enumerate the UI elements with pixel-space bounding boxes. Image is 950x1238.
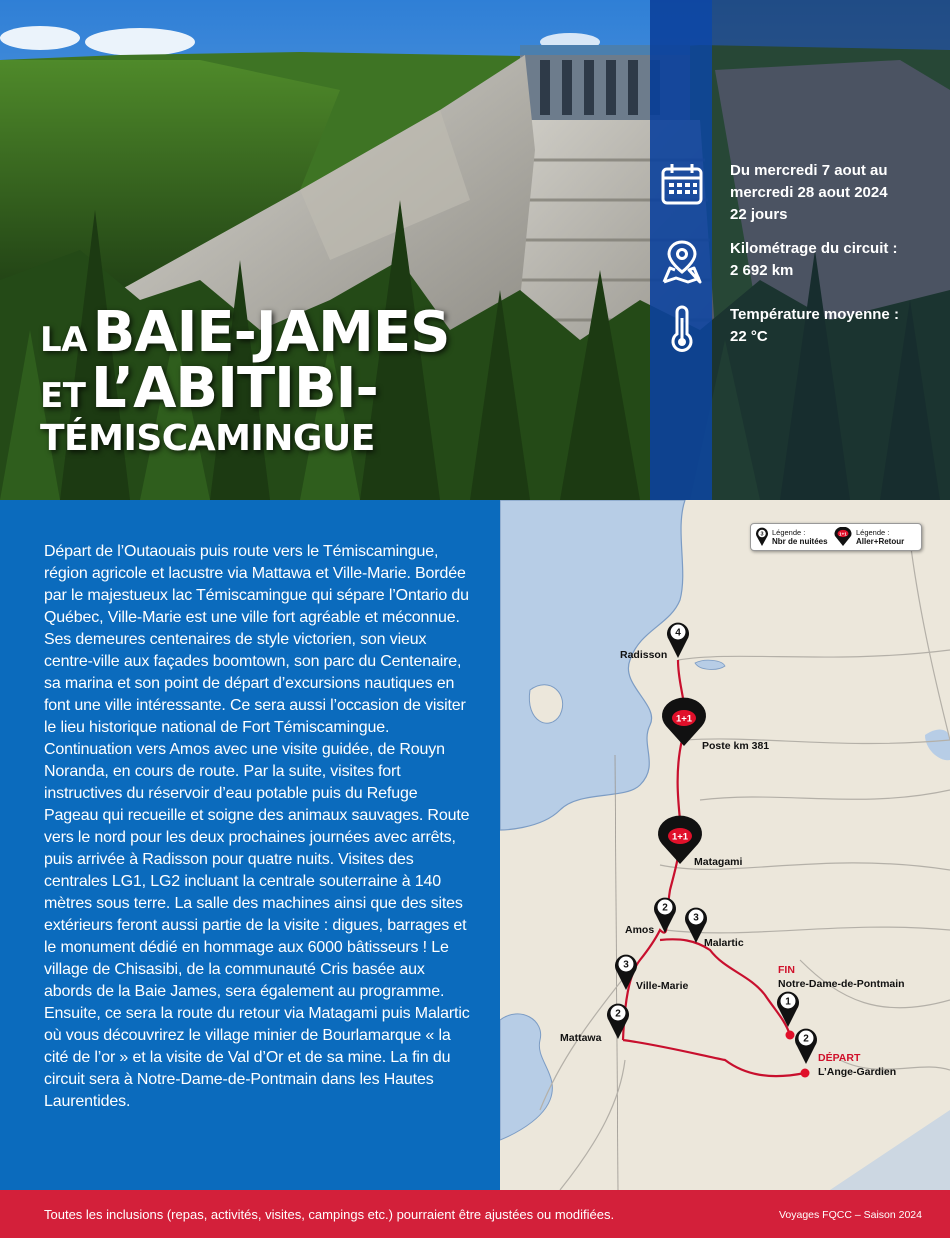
dates-line-2: mercredi 28 aout 2024 (730, 184, 888, 201)
marker-notre-dame-de-pontmain (777, 992, 799, 1027)
marker-ange-gardien (795, 1029, 817, 1064)
label-depart: DÉPART (818, 1052, 861, 1064)
svg-text:1+1: 1+1 (675, 713, 693, 725)
title-la: LA (40, 320, 87, 360)
footer-bar (0, 1190, 950, 1238)
temperature-label: Température moyenne : (730, 306, 899, 323)
label-poste-km-381: Poste km 381 (702, 740, 770, 752)
label-mattawa: Mattawa (560, 1032, 602, 1044)
title-abitibi: L’ABITIBI- (91, 356, 378, 421)
trip-distance (658, 238, 948, 286)
tour-description: Départ de l’Outaouais puis route vers le Témiscamingue, région agricole et lacustre via Mattawa et Ville-Marie. Bordée par le majestueux lac Témiscamingue qui sépare l’Ontario du Québec, Ville-Marie est une ville fort agréable et méconnue. Ses demeures centenaires de style victorien, son vieux centre-ville aux façades boomtown, son parc du Centenaire, sa marina et son point de départ d’excursions nautiques en font une ville intéressante. Ce sera aussi l’occasion de visiter le lieu historique national de Fort Témiscamingue. Continuation vers Amos avec une visite guidée, de Rouyn Noranda, en cours de route. Par la suite, visites fort instructives du réservoir d’eau potable puis du Refuge Pageau qui recueille et soigne des animaux sauvages. Route vers le nord pour les deux prochaines journées avec arrêts, puis arrivée à Radisson pour quatre nuits. Visites des centrales LG1, LG2 incluant la centrale souterraine à 140 mètres sous terre. La salle des machines ainsi que des sites extérieurs feront aussi partie de la visite : digues, barrages et le monument dédié en hommage aux 6000 bâtisseurs ! Le village de Chisasibi, de la communauté Cris basée aux abords de la Baie James, sera également au programme. Ensuite, ce sera la route du retour via Matagami puis Malartic où vous découvrirez le village minier de Bourlamarque « la cité de l’or » et la visite de Val d’Or et de sa mine. La fin du circuit sera à Notre-Dame-de-Pontmain dans les Hautes Laurentides. (44, 543, 470, 1110)
label-amos: Amos (625, 924, 655, 936)
temperature-value: 22 °C (730, 328, 768, 345)
legend-nights-title: Légende : (772, 528, 806, 537)
label-matagami: Matagami (694, 856, 743, 868)
svg-text:4: 4 (675, 627, 681, 639)
svg-text:3: 3 (760, 531, 764, 538)
svg-text:1+1: 1+1 (671, 831, 689, 843)
svg-text:2: 2 (662, 902, 668, 914)
legend-nights-label: Nbr de nuitées (772, 537, 828, 546)
calendar-icon (658, 160, 706, 208)
trip-duration: 22 jours (730, 206, 788, 223)
marker-amos (654, 898, 676, 933)
hero-banner (0, 0, 950, 500)
title-temiscamingue: TÉMISCAMINGUE (40, 418, 375, 459)
map-legend (750, 523, 922, 551)
svg-text:2: 2 (615, 1008, 621, 1020)
trip-dates (658, 160, 948, 226)
legend-return-label: Aller+Retour (856, 537, 905, 546)
thermometer-icon (658, 304, 706, 352)
footer-disclaimer: Toutes les inclusions (repas, activités, visites, campings etc.) pourraient être ajustées ou modifiées. (44, 1207, 615, 1222)
marker-poste-km-381 (662, 698, 706, 746)
pin-number-icon (755, 527, 769, 547)
page-title (40, 300, 450, 459)
fin-dot (786, 1031, 795, 1040)
title-line-2 (40, 356, 449, 421)
trip-temperature (658, 304, 948, 352)
label-fin: FIN (778, 964, 795, 976)
map-pin-icon (658, 238, 706, 286)
route-map (500, 500, 950, 1190)
legend-return (833, 527, 904, 547)
label-notre-dame-de-pontmain: Notre-Dame-de-Pontmain (778, 978, 905, 990)
svg-text:3: 3 (623, 959, 629, 971)
marker-radisson (667, 623, 689, 658)
label-ange-gardien: L’Ange-Gardien (818, 1066, 897, 1078)
svg-text:1+1: 1+1 (839, 531, 847, 537)
footer-credit: Voyages FQCC – Saison 2024 (778, 1209, 922, 1221)
label-malartic: Malartic (704, 937, 744, 949)
marker-mattawa (607, 1004, 629, 1039)
title-line-1 (40, 300, 450, 365)
svg-text:3: 3 (693, 912, 699, 924)
distance-label: Kilométrage du circuit : (730, 240, 898, 257)
pin-return-icon (833, 527, 853, 547)
title-baie-james: BAIE-JAMES (92, 300, 450, 365)
label-ville-marie: Ville-Marie (636, 980, 689, 992)
distance-value: 2 692 km (730, 262, 794, 279)
svg-text:2: 2 (803, 1033, 809, 1045)
title-et: ET (40, 376, 86, 416)
legend-return-title: Légende : (856, 528, 890, 537)
map-canvas (500, 500, 950, 1190)
svg-text:1: 1 (785, 996, 791, 1008)
depart-dot (801, 1069, 810, 1078)
label-radisson: Radisson (620, 649, 668, 661)
legend-nights (755, 527, 828, 547)
dates-line-1: Du mercredi 7 aout au (730, 162, 888, 179)
